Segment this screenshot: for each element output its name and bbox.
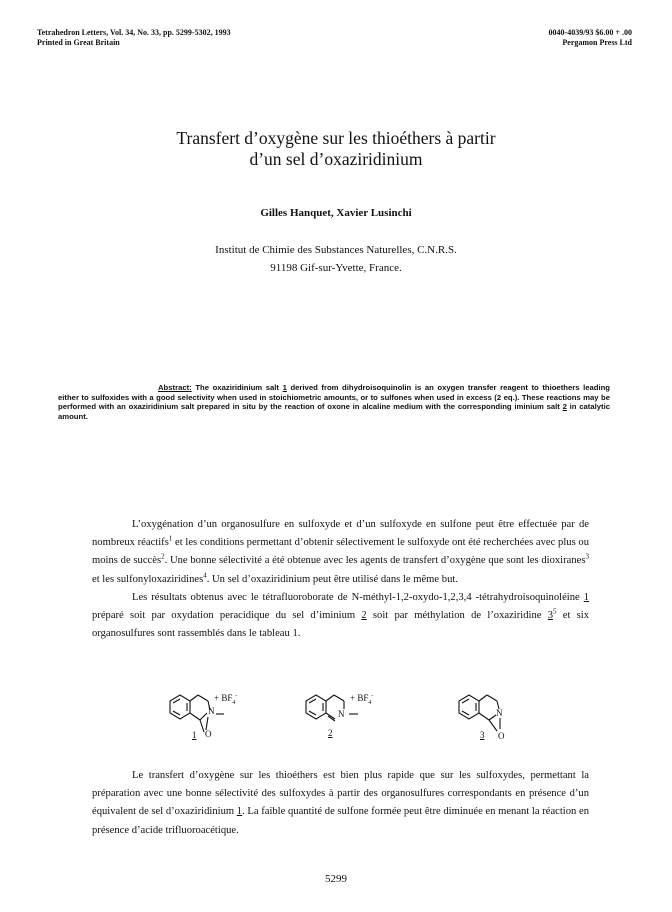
body-text: . Un sel d’oxaziridinium peut être utilisé dans le même but. — [206, 573, 458, 585]
abstract-text: derived from dihydroisoquinolin is an oxygen transfer reagent to thioethers leading either to sulfoxides with a good selectivity when used in stoichiometric amounts, or to sulfones when used in excess (2 eq.). These reactions may be performed with an oxaziridinium salt prepared in situ by the reaction of oxone in alcaline medium with the corresponding iminium salt — [58, 383, 610, 412]
paragraph-3 — [92, 767, 589, 840]
structure-3 — [447, 683, 527, 754]
paper-title — [60, 128, 612, 170]
oxygen-atom: O — [498, 731, 505, 741]
affiliation-line-1: Institut de Chimie des Substances Naturelles, C.N.R.S. — [215, 244, 457, 256]
counterion — [350, 693, 373, 706]
paragraph-1 — [92, 516, 589, 643]
compound-ref: 1 — [583, 591, 589, 603]
printed-line: Printed in Great Britain — [37, 38, 120, 47]
counterion-charge: - — [371, 693, 374, 699]
structure-3-drawing — [447, 683, 527, 749]
compound-ref: 2 — [562, 402, 567, 412]
publisher-info — [549, 28, 632, 48]
title-line-2: d’un sel d’oxaziridinium — [249, 149, 423, 169]
body-text: . Une bonne sélectivité a été obtenue avec les agents de transfert d’oxygène que sont les dioxiranes — [164, 555, 586, 567]
body-text: Les résultats obtenus avec le tétrafluoroborate de N-méthyl-1,2-oxydo-1,2,3,4 -tétrahydroisoquinoléine — [132, 591, 584, 603]
body-text: L’oxygénation d’un organosulfure en sulfoxyde et d’un sulfoxyde en sulfone peut être effectuée par de nombreux réactifs — [92, 519, 589, 549]
body-text: et six organosulfures sont rassemblés dans le tableau 1. — [92, 610, 589, 640]
body-text: Le transfert d’oxygène sur les thioéthers est bien plus rapide que sur les sulfoxydes, permettant la préparation avec une bonne sélectivité des sulfoxydes à partir des organosulfures correspondants en présence d’un équivalent de sel d’oxaziridinium — [92, 770, 589, 818]
body-text: et les conditions permettant d’obtenir sélectivement le sulfoxyde ont été recherchées avec plus ou moins de succès — [92, 537, 589, 567]
compound-label: 1 — [192, 730, 197, 740]
compound-ref: 1 — [236, 806, 243, 818]
abstract-label: Abstract: — [158, 383, 192, 392]
citation-ref: 5 — [553, 607, 557, 616]
journal-line: Tetrahedron Letters, Vol. 34, No. 33, pp. 5299-5302, 1993 — [37, 28, 231, 37]
abstract-text: in catalytic amount. — [58, 402, 610, 421]
body-text: . La faible quantité de sulfone formée peut être diminuée en menant la réaction en présence d’acide trifluoroacétique. — [92, 806, 589, 836]
authors: Gilles Hanquet, Xavier Lusinchi — [260, 207, 412, 219]
counterion-charge: - — [235, 693, 238, 699]
abstract — [58, 383, 610, 421]
structure-2-drawing — [294, 683, 404, 749]
affiliation-line-2: 91198 Gif-sur-Yvette, France. — [270, 262, 402, 274]
citation-ref: 2 — [161, 552, 165, 561]
oxygen-atom: O — [205, 729, 212, 739]
article-code: 0040-4039/93 $6.00 + .00 — [548, 28, 632, 37]
body-text: et les sulfonyloxaziridines — [92, 573, 204, 585]
affiliation — [60, 241, 612, 277]
citation-ref: 1 — [168, 534, 173, 543]
body-text: préparé soit par oxydation peracidique du sel d’iminium — [92, 610, 362, 622]
compound-label: 3 — [480, 730, 485, 740]
compound-ref: 3 — [547, 610, 553, 622]
counterion-text: + BF — [214, 693, 233, 703]
compound-ref: 2 — [361, 610, 367, 622]
abstract-text: The oxaziridinium salt — [191, 383, 283, 392]
citation-ref: 4 — [203, 571, 207, 580]
structure-1 — [158, 683, 268, 754]
counterion-sub: 4 — [232, 699, 236, 706]
body-text: soit par méthylation de l’oxaziridine — [366, 610, 548, 622]
nitrogen-atom: N — [208, 706, 215, 716]
compound-label: 2 — [328, 728, 333, 738]
citation-ref: 3 — [585, 552, 589, 561]
structure-2 — [294, 683, 404, 754]
counterion-text: + BF — [350, 693, 369, 703]
counterion — [214, 693, 237, 706]
counterion-sub: 4 — [368, 699, 372, 706]
structure-1-drawing — [158, 683, 268, 749]
nitrogen-atom: N — [338, 709, 345, 719]
compound-ref: 1 — [282, 383, 287, 392]
nitrogen-atom: N — [496, 708, 503, 718]
title-line-1: Transfert d’oxygène sur les thioéthers à partir — [176, 128, 496, 148]
journal-citation — [37, 28, 231, 48]
publisher-name: Pergamon Press Ltd — [562, 38, 632, 47]
page-number: 5299 — [325, 873, 347, 885]
